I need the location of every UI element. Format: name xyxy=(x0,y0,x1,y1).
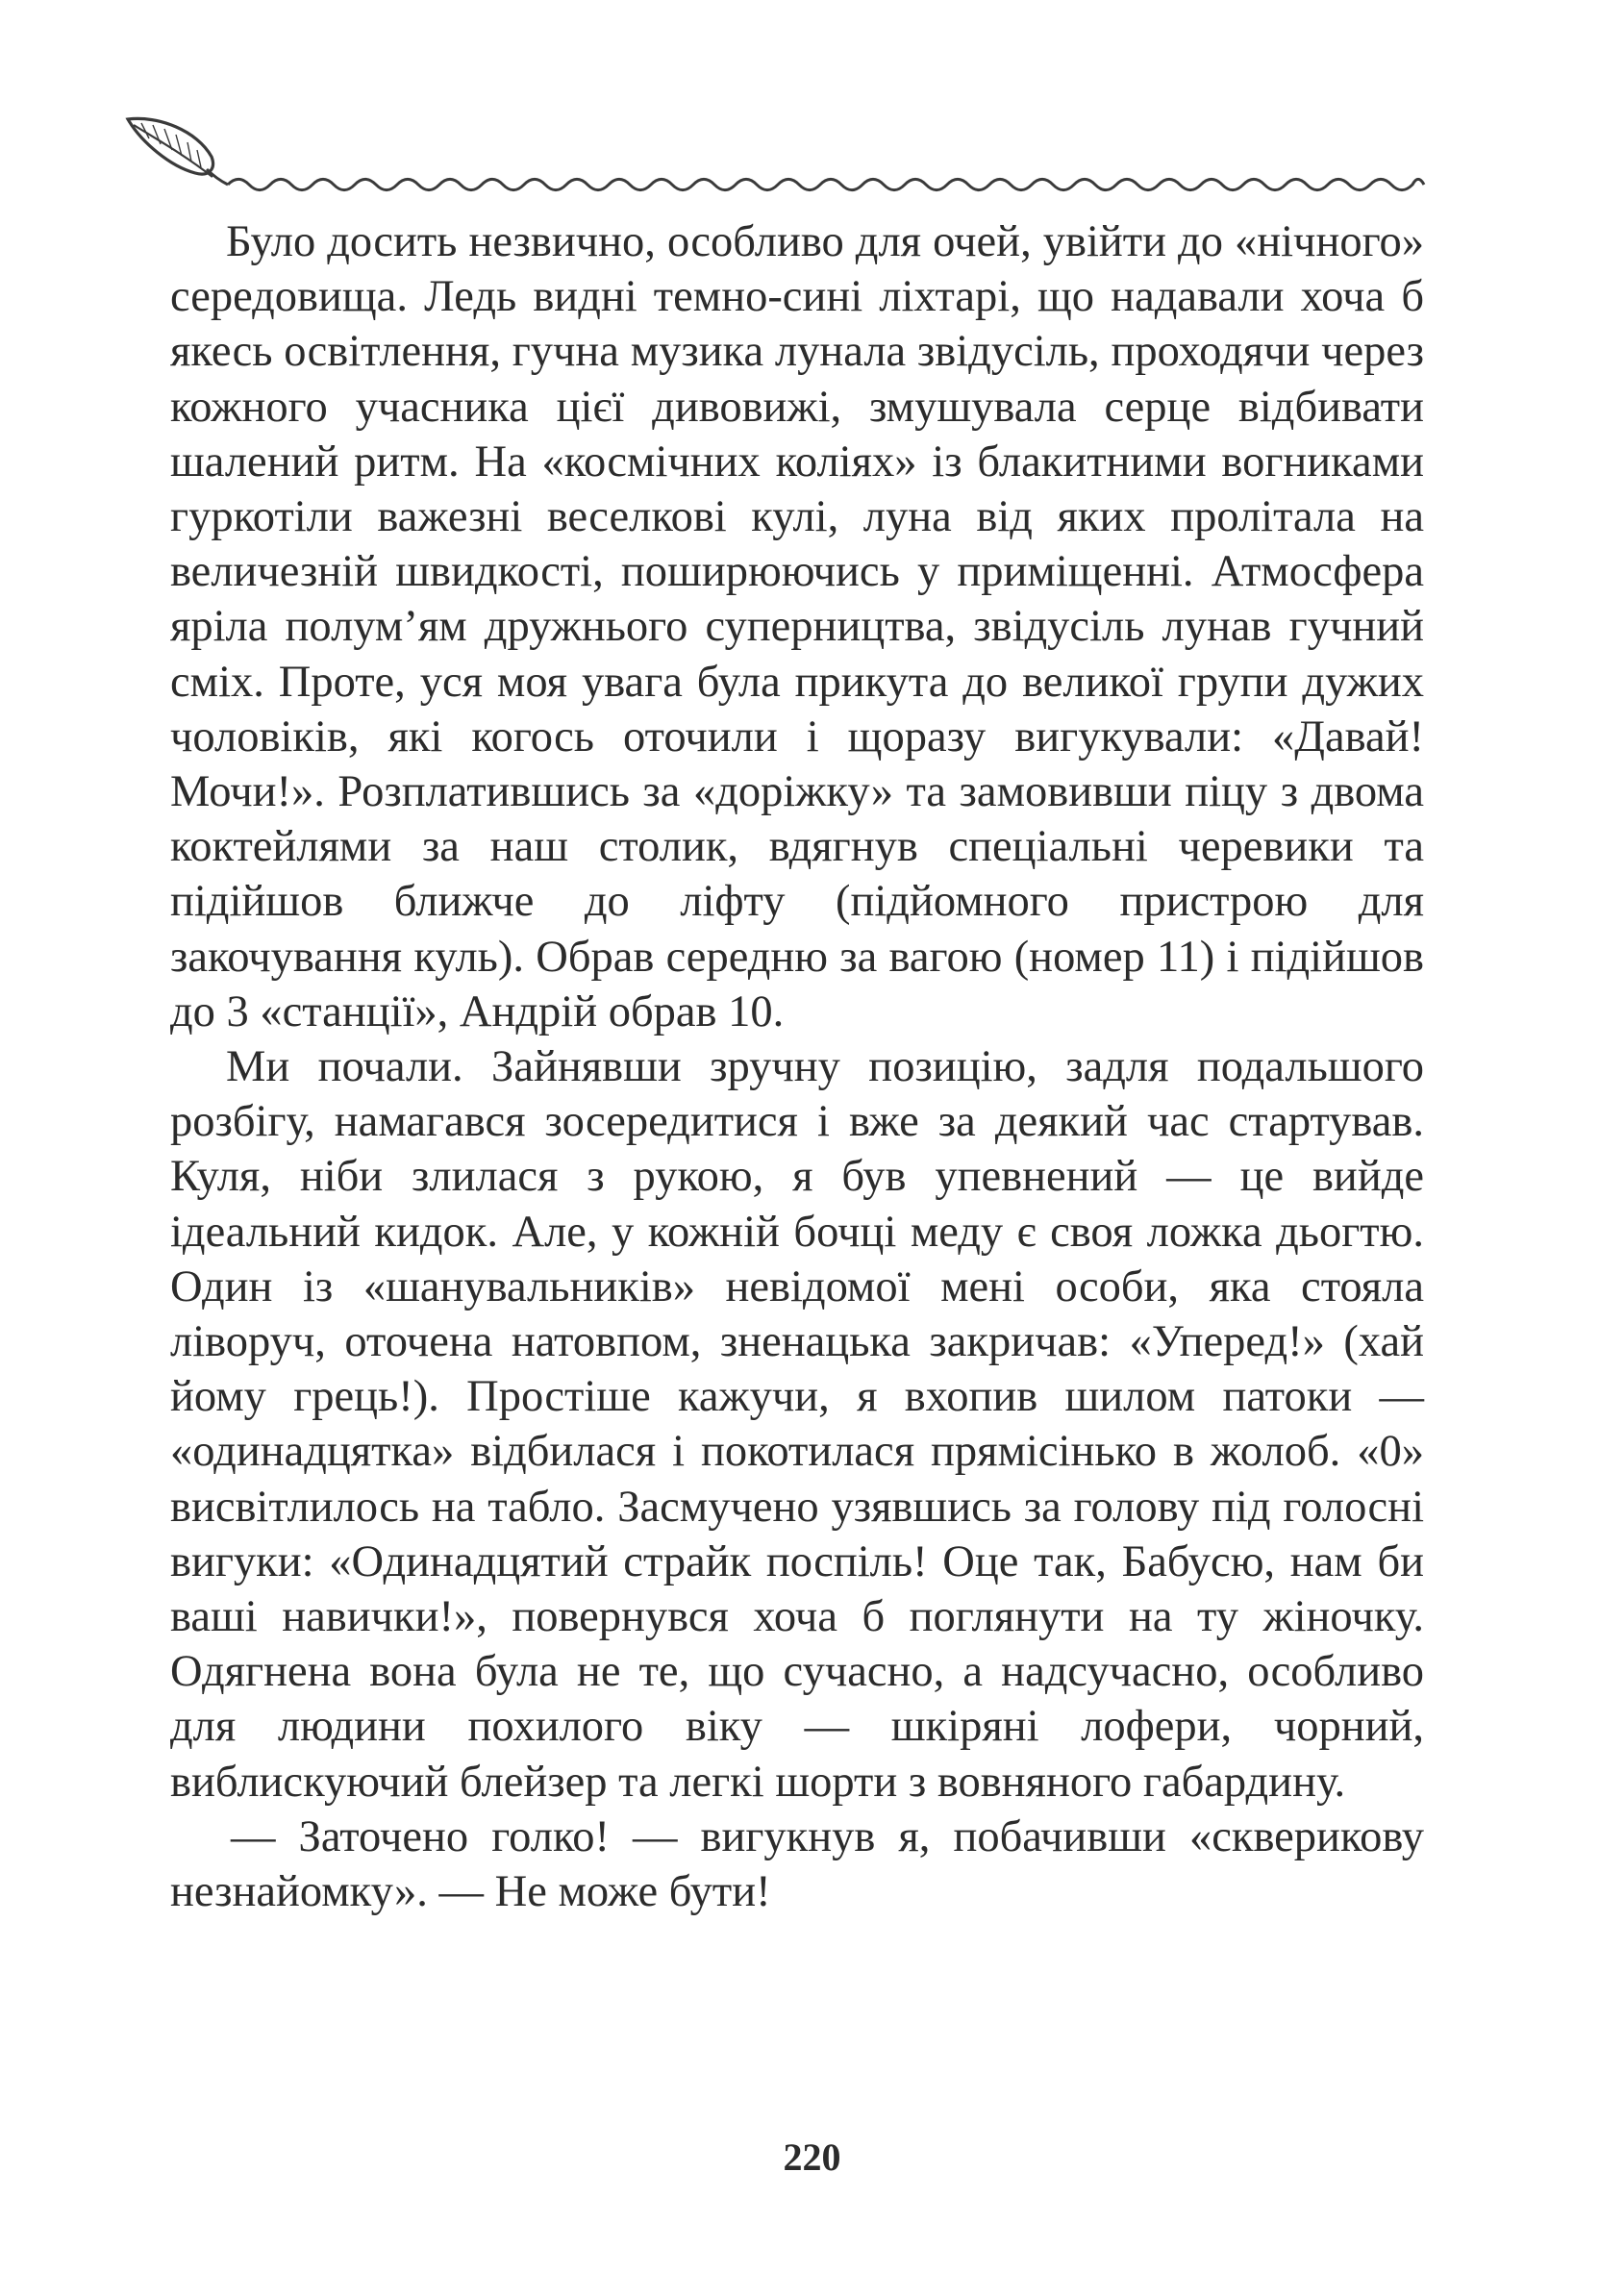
paragraph-2: Ми почали. Зайнявши зручну позицію, задля подальшого розбігу, намагався зосередитися і вже за деякий час стартував. Куля, ніби злилася з рукою, я був упевнений — це вийде ідеальний кидок. Але, у кожній бочці меду є своя ложка дьогтю. Один із «шанувальників» невідомої мені особи, яка стояла ліворуч, оточена натовпом, зненацька закричав: «Уперед!» (хай йому грець!). Простіше кажучи, я вхопив шилом патоки — «одинадцятка» відбилася і покотилася прямісінько в жолоб. «0» висвітлилось на табло. Засмучено узявшись за голову під голосні вигуки: «Одинадцятий страйк поспіль! Оце так, Бабусю, нам би ваші навички!», повернувся хоча б поглянути на ту жіночку. Одягнена вона була не те, що сучасно, а надсучасно, особливо для людини похилого віку — шкіряні лофери, чорний, виблискуючий блейзер та легкі шорти з вовняного габардину. xyxy=(170,1042,1424,1807)
wavy-divider xyxy=(228,179,1424,189)
page-number: 220 xyxy=(783,2135,841,2179)
feather-quill-icon xyxy=(128,118,228,185)
body-text xyxy=(170,214,1424,1919)
paragraph-3-dialogue: — Заточено голко! — вигукнув я, побачивши «скверикову незнайомку». — Не може бути! xyxy=(170,1811,1424,1917)
header-ornament xyxy=(120,113,1428,200)
paragraph-1: Було досить незвично, особливо для очей, увійти до «нічного» середовища. Ледь видні темно-сині ліхтарі, що надавали хоча б якесь освітлення, гучна музика лунала звідусіль, проходячи через кожного учасника цієї дивовижі, змушувала серце відбивати шалений ритм. На «космічних коліях» із блакитними вогниками гуркотіли важезні веселкові кулі, луна від яких пролітала на величезній швидкості, поширюючись у приміщенні. Атмосфера яріла полум’ям дружнього суперництва, звідусіль лунав гучний сміх. Проте, уся моя увага була прикута до великої групи дужих чоловіків, які когось оточили і щоразу вигукували: «Давай! Мочи!». Розплатившись за «доріжку» та замовивши піцу з двома коктейлями за наш столик, вдягнув спеціальні черевики та підійшов ближче до ліфту (підйомного пристрою для закочування куль). Обрав середню за вагою (номер 11) і підійшов до 3 «станції», Андрій обрав 10. xyxy=(170,217,1424,1036)
